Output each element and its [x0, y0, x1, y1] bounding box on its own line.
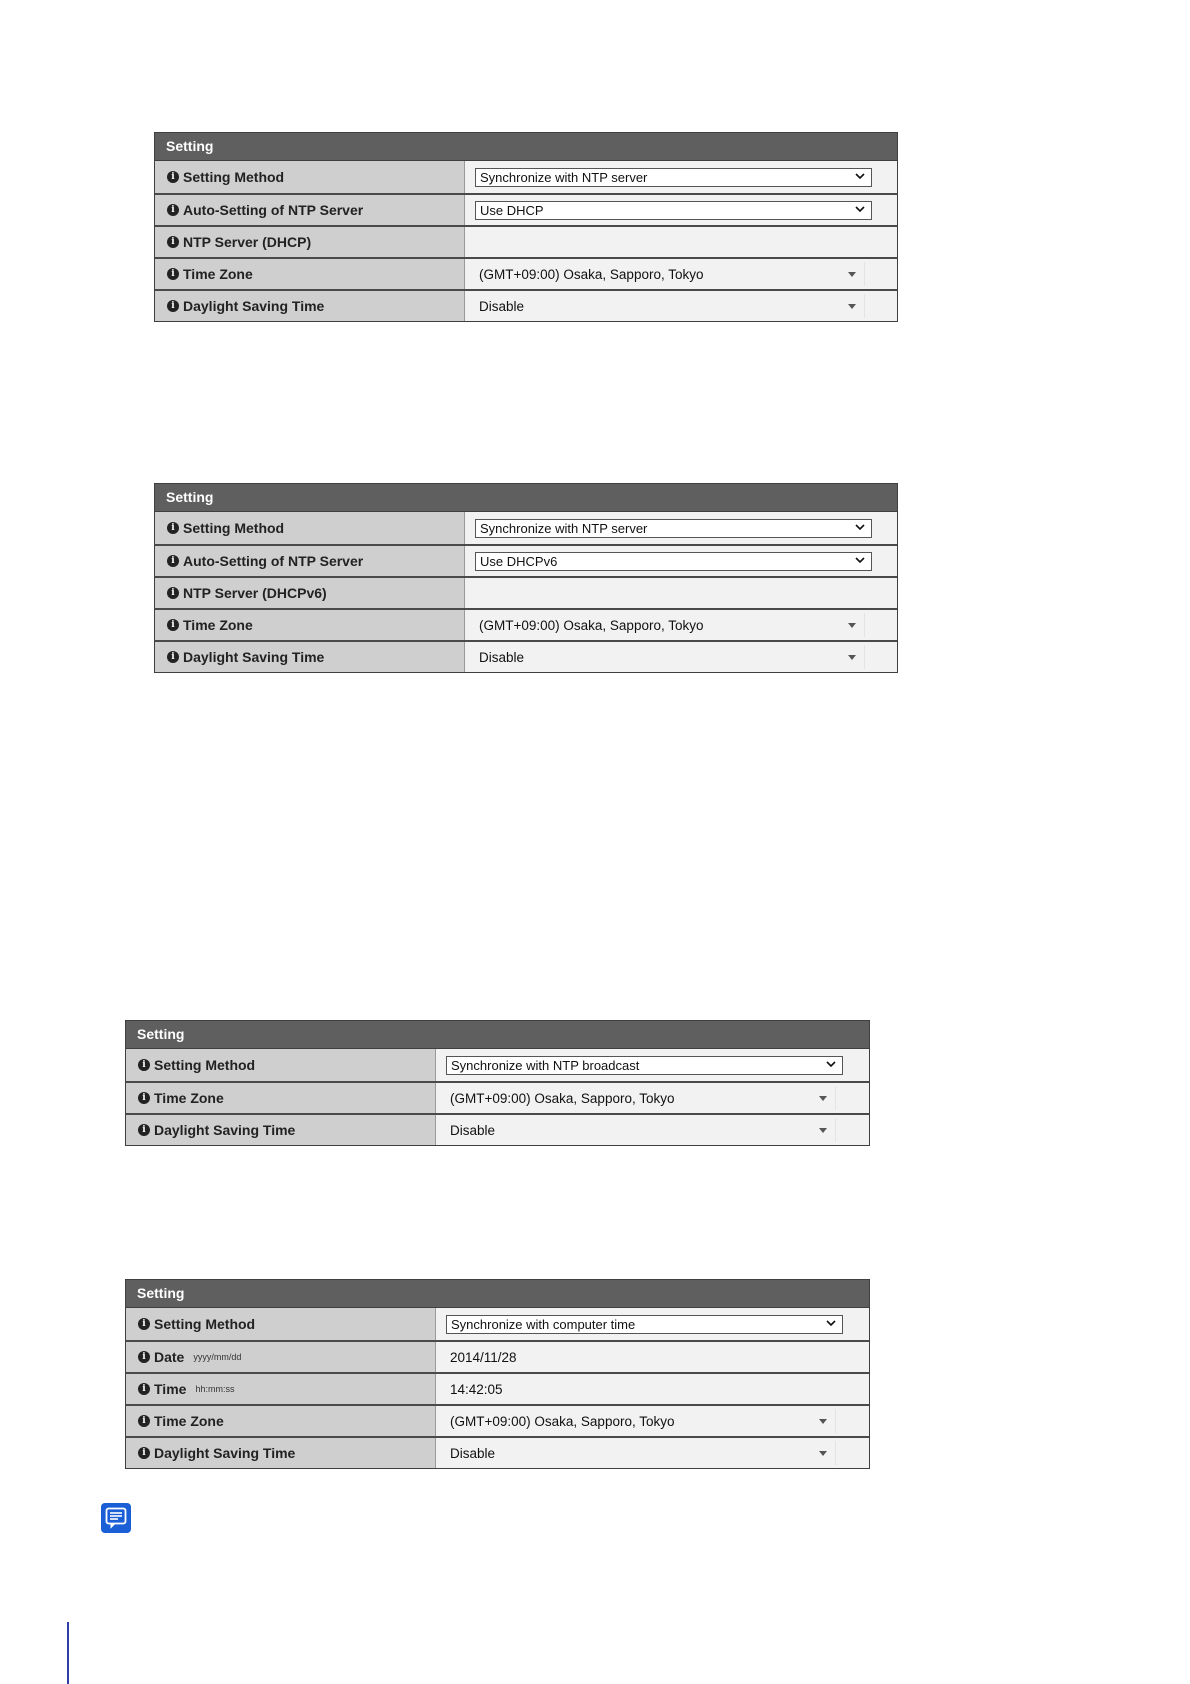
setting-label-text: Setting Method: [154, 1316, 256, 1332]
time-zone-select[interactable]: [475, 613, 865, 637]
setting-label-text: Date: [154, 1349, 185, 1365]
info-icon[interactable]: i: [167, 587, 179, 599]
info-icon[interactable]: i: [167, 268, 179, 280]
info-icon[interactable]: i: [138, 1124, 150, 1136]
triangle-down-icon: [819, 1096, 827, 1101]
setting-row-auto-setting-of-ntp-server: [155, 193, 897, 225]
select-value: Disable: [450, 1445, 496, 1461]
triangle-down-icon: [848, 623, 856, 628]
time-zone-select[interactable]: [446, 1409, 836, 1433]
setting-label-text: Auto-Setting of NTP Server: [183, 553, 364, 569]
chevron-down-icon: [855, 204, 865, 214]
triangle-down-icon: [819, 1451, 827, 1456]
setting-label-text: Daylight Saving Time: [183, 298, 325, 314]
setting-row-daylight-saving-time: [126, 1436, 869, 1468]
setting-label: [155, 512, 465, 544]
chevron-down-icon: [855, 171, 865, 181]
setting-row-time-zone: [155, 608, 897, 640]
panel-title: Setting: [155, 133, 897, 161]
select-value: Use DHCP: [480, 202, 544, 218]
setting-row-setting-method: [126, 1049, 869, 1081]
setting-value-cell: [436, 1374, 869, 1404]
setting-method-select[interactable]: [446, 1315, 843, 1334]
setting-method-select[interactable]: [446, 1056, 843, 1075]
triangle-down-icon: [848, 655, 856, 660]
select-value: Synchronize with NTP broadcast: [451, 1057, 640, 1073]
select-value: Disable: [479, 649, 525, 665]
info-icon[interactable]: i: [138, 1318, 150, 1330]
info-icon[interactable]: i: [138, 1447, 150, 1459]
auto-setting-of-ntp-server-select[interactable]: [475, 201, 872, 220]
setting-label: [126, 1308, 436, 1340]
setting-row-setting-method: [155, 161, 897, 193]
setting-value-cell: [465, 578, 897, 608]
setting-value-cell: [465, 195, 897, 225]
setting-panel-2: [154, 483, 898, 673]
select-value: (GMT+09:00) Osaka, Sapporo, Tokyo: [450, 1413, 675, 1429]
time-zone-select[interactable]: [446, 1086, 836, 1110]
setting-panel-4: [125, 1279, 870, 1469]
info-icon[interactable]: i: [138, 1415, 150, 1427]
setting-row-setting-method: [155, 512, 897, 544]
setting-value-cell: [436, 1406, 869, 1436]
setting-value-cell: [436, 1083, 869, 1113]
info-icon[interactable]: i: [138, 1351, 150, 1363]
select-value: (GMT+09:00) Osaka, Sapporo, Tokyo: [450, 1090, 675, 1106]
time-zone-select[interactable]: [475, 262, 865, 286]
info-icon[interactable]: i: [167, 651, 179, 663]
setting-label: [155, 291, 465, 321]
daylight-saving-time-select[interactable]: [446, 1441, 836, 1465]
setting-value-cell: [436, 1308, 869, 1340]
setting-label-text: Daylight Saving Time: [154, 1122, 296, 1138]
setting-value-cell: [465, 161, 897, 193]
setting-value-cell: [436, 1115, 869, 1145]
auto-setting-of-ntp-server-select[interactable]: [475, 552, 872, 571]
setting-label-text: NTP Server (DHCPv6): [183, 585, 327, 601]
setting-label-text: Time: [154, 1381, 187, 1397]
setting-value-cell: [465, 227, 897, 257]
chevron-down-icon: [826, 1059, 836, 1069]
daylight-saving-time-select[interactable]: [446, 1118, 836, 1142]
select-value: Disable: [450, 1122, 496, 1138]
daylight-saving-time-select[interactable]: [475, 645, 865, 669]
setting-value-cell: [465, 642, 897, 672]
setting-method-select[interactable]: [475, 519, 872, 538]
format-hint: yyyy/mm/dd: [193, 1352, 242, 1362]
info-icon[interactable]: i: [167, 171, 179, 183]
setting-value-cell: [436, 1438, 869, 1468]
setting-row-daylight-saving-time: [126, 1113, 869, 1145]
setting-label: [126, 1374, 436, 1404]
setting-row-ntp-server-dhcpv6: [155, 576, 897, 608]
setting-value-cell: [465, 291, 897, 321]
setting-label: [126, 1115, 436, 1145]
setting-value-cell: [465, 259, 897, 289]
select-value: Synchronize with computer time: [451, 1316, 636, 1332]
select-value: (GMT+09:00) Osaka, Sapporo, Tokyo: [479, 617, 704, 633]
page-side-rule: [67, 1622, 69, 1684]
date-value[interactable]: 2014/11/28: [450, 1349, 517, 1365]
setting-label-text: Time Zone: [154, 1090, 224, 1106]
setting-label: [155, 642, 465, 672]
setting-panel-3: [125, 1020, 870, 1146]
setting-value-cell: [465, 512, 897, 544]
setting-row-daylight-saving-time: [155, 289, 897, 321]
setting-label: [155, 227, 465, 257]
setting-label: [126, 1049, 436, 1081]
setting-method-select[interactable]: [475, 168, 872, 187]
setting-label: [126, 1406, 436, 1436]
chevron-down-icon: [826, 1318, 836, 1328]
setting-panel-1: [154, 132, 898, 322]
triangle-down-icon: [848, 304, 856, 309]
daylight-saving-time-select[interactable]: [475, 294, 865, 318]
setting-label-text: Setting Method: [154, 1057, 256, 1073]
setting-label: [155, 195, 465, 225]
setting-label-text: NTP Server (DHCP): [183, 234, 312, 250]
setting-label: [155, 578, 465, 608]
triangle-down-icon: [848, 272, 856, 277]
setting-row-time: [126, 1372, 869, 1404]
panel-title: Setting: [126, 1280, 869, 1308]
info-icon[interactable]: i: [167, 300, 179, 312]
setting-label-text: Time Zone: [154, 1413, 224, 1429]
setting-row-setting-method: [126, 1308, 869, 1340]
panel-title: Setting: [126, 1021, 869, 1049]
setting-label: [126, 1083, 436, 1113]
info-icon[interactable]: i: [167, 522, 179, 534]
info-icon[interactable]: i: [138, 1059, 150, 1071]
select-value: (GMT+09:00) Osaka, Sapporo, Tokyo: [479, 266, 704, 282]
format-hint: hh:mm:ss: [195, 1384, 235, 1394]
setting-label: [155, 610, 465, 640]
setting-value-cell: [436, 1342, 869, 1372]
select-value: Synchronize with NTP server: [480, 520, 648, 536]
setting-label-text: Auto-Setting of NTP Server: [183, 202, 364, 218]
setting-label-text: Time Zone: [183, 617, 253, 633]
setting-row-auto-setting-of-ntp-server: [155, 544, 897, 576]
info-icon[interactable]: i: [167, 555, 179, 567]
triangle-down-icon: [819, 1128, 827, 1133]
setting-value-cell: [465, 610, 897, 640]
setting-label: [155, 546, 465, 576]
setting-row-time-zone: [126, 1081, 869, 1113]
setting-label: [155, 259, 465, 289]
setting-row-time-zone: [126, 1404, 869, 1436]
setting-label-text: Daylight Saving Time: [154, 1445, 296, 1461]
setting-label: [126, 1438, 436, 1468]
chevron-down-icon: [855, 555, 865, 565]
setting-label-text: Setting Method: [183, 169, 285, 185]
setting-row-date: [126, 1340, 869, 1372]
info-icon[interactable]: i: [167, 204, 179, 216]
time-value[interactable]: 14:42:05: [450, 1381, 503, 1397]
panel-title: Setting: [155, 484, 897, 512]
setting-value-cell: [436, 1049, 869, 1081]
setting-label: [126, 1342, 436, 1372]
setting-row-ntp-server-dhcp: [155, 225, 897, 257]
select-value: Disable: [479, 298, 525, 314]
info-icon[interactable]: i: [138, 1383, 150, 1395]
setting-label-text: Time Zone: [183, 266, 253, 282]
info-icon[interactable]: i: [167, 236, 179, 248]
info-icon[interactable]: i: [167, 619, 179, 631]
setting-label-text: Daylight Saving Time: [183, 649, 325, 665]
setting-label: [155, 161, 465, 193]
chevron-down-icon: [855, 522, 865, 532]
info-icon[interactable]: i: [138, 1092, 150, 1104]
setting-row-daylight-saving-time: [155, 640, 897, 672]
setting-value-cell: [465, 546, 897, 576]
setting-row-time-zone: [155, 257, 897, 289]
note-icon: [101, 1503, 131, 1533]
select-value: Use DHCPv6: [480, 553, 558, 569]
select-value: Synchronize with NTP server: [480, 169, 648, 185]
triangle-down-icon: [819, 1419, 827, 1424]
setting-label-text: Setting Method: [183, 520, 285, 536]
